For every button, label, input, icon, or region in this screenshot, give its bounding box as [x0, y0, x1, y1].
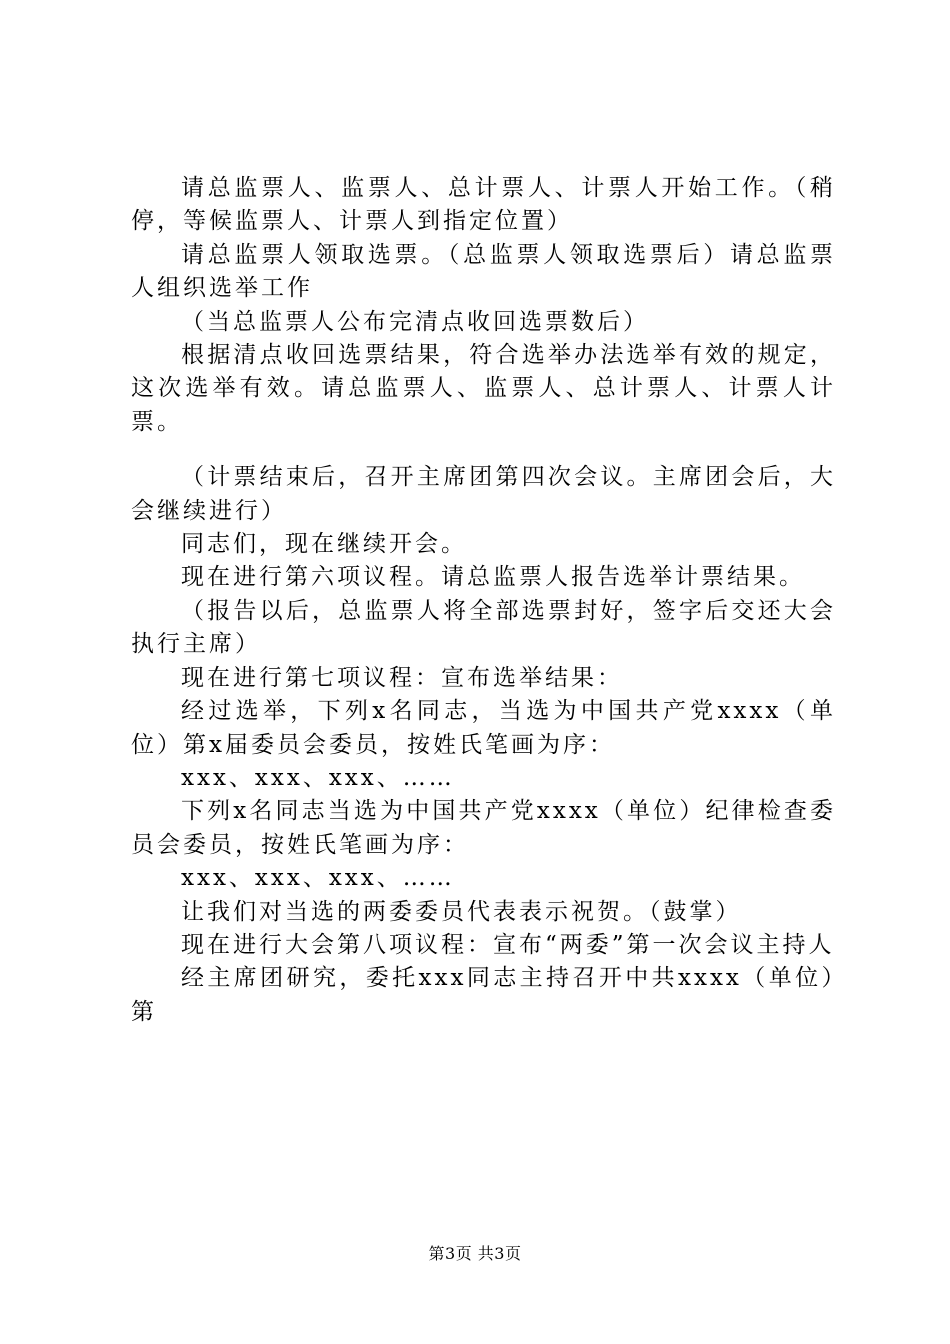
paragraph-start-work: 请总监票人、监票人、总计票人、计票人开始工作。（稍停，等候监票人、计票人到指定位置） [131, 175, 836, 235]
paragraph-discipline-names: xxx、xxx、xxx、…… [181, 865, 455, 892]
paragraph-count-announcement: （当总监票人公布完清点收回选票数后） [181, 308, 649, 335]
paragraph-collect-ballots: 请总监票人领取选票。（总监票人领取选票后）请总监票人组织选举工作 [131, 241, 836, 302]
paragraph-agenda-eight: 现在进行大会第八项议程：宣布“两委”第一次会议主持人 [181, 931, 835, 958]
paragraph-seal-ballots: （报告以后，总监票人将全部选票封好，签字后交还大会执行主席） [131, 597, 836, 658]
paragraph-agenda-seven: 现在进行第七项议程：宣布选举结果： [181, 664, 623, 691]
paragraph-host-appointment: 经主席团研究，委托xxx同志主持召开中共xxxx（单位）第 [131, 965, 836, 1025]
document-body [131, 172, 836, 1029]
page-number-footer: 第3页 共3页 [428, 1244, 522, 1263]
paragraph-agenda-six: 现在进行第六项议程。请总监票人报告选举计票结果。 [181, 564, 805, 591]
paragraph-election-valid: 根据清点收回选票结果，符合选举办法选举有效的规定，这次选举有效。请总监票人、监票人、总计票人、计票人计票。 [131, 342, 836, 435]
paragraph-congratulations: 让我们对当选的两委委员代表表示祝贺。（鼓掌） [181, 898, 742, 925]
paragraph-resume-meeting: 同志们，现在继续开会。 [181, 531, 467, 558]
paragraph-presidium-meeting: （计票结束后，召开主席团第四次会议。主席团会后，大会继续进行） [131, 464, 836, 524]
paragraph-discipline-elected: 下列x名同志当选为中国共产党xxxx（单位）纪律检查委员会委员，按姓氏笔画为序： [131, 798, 836, 858]
paragraph-committee-names: xxx、xxx、xxx、…… [181, 764, 455, 791]
paragraph-committee-elected: 经过选举，下列x名同志，当选为中国共产党xxxx（单位）第x届委员会委员，按姓氏笔画为序： [131, 698, 836, 758]
